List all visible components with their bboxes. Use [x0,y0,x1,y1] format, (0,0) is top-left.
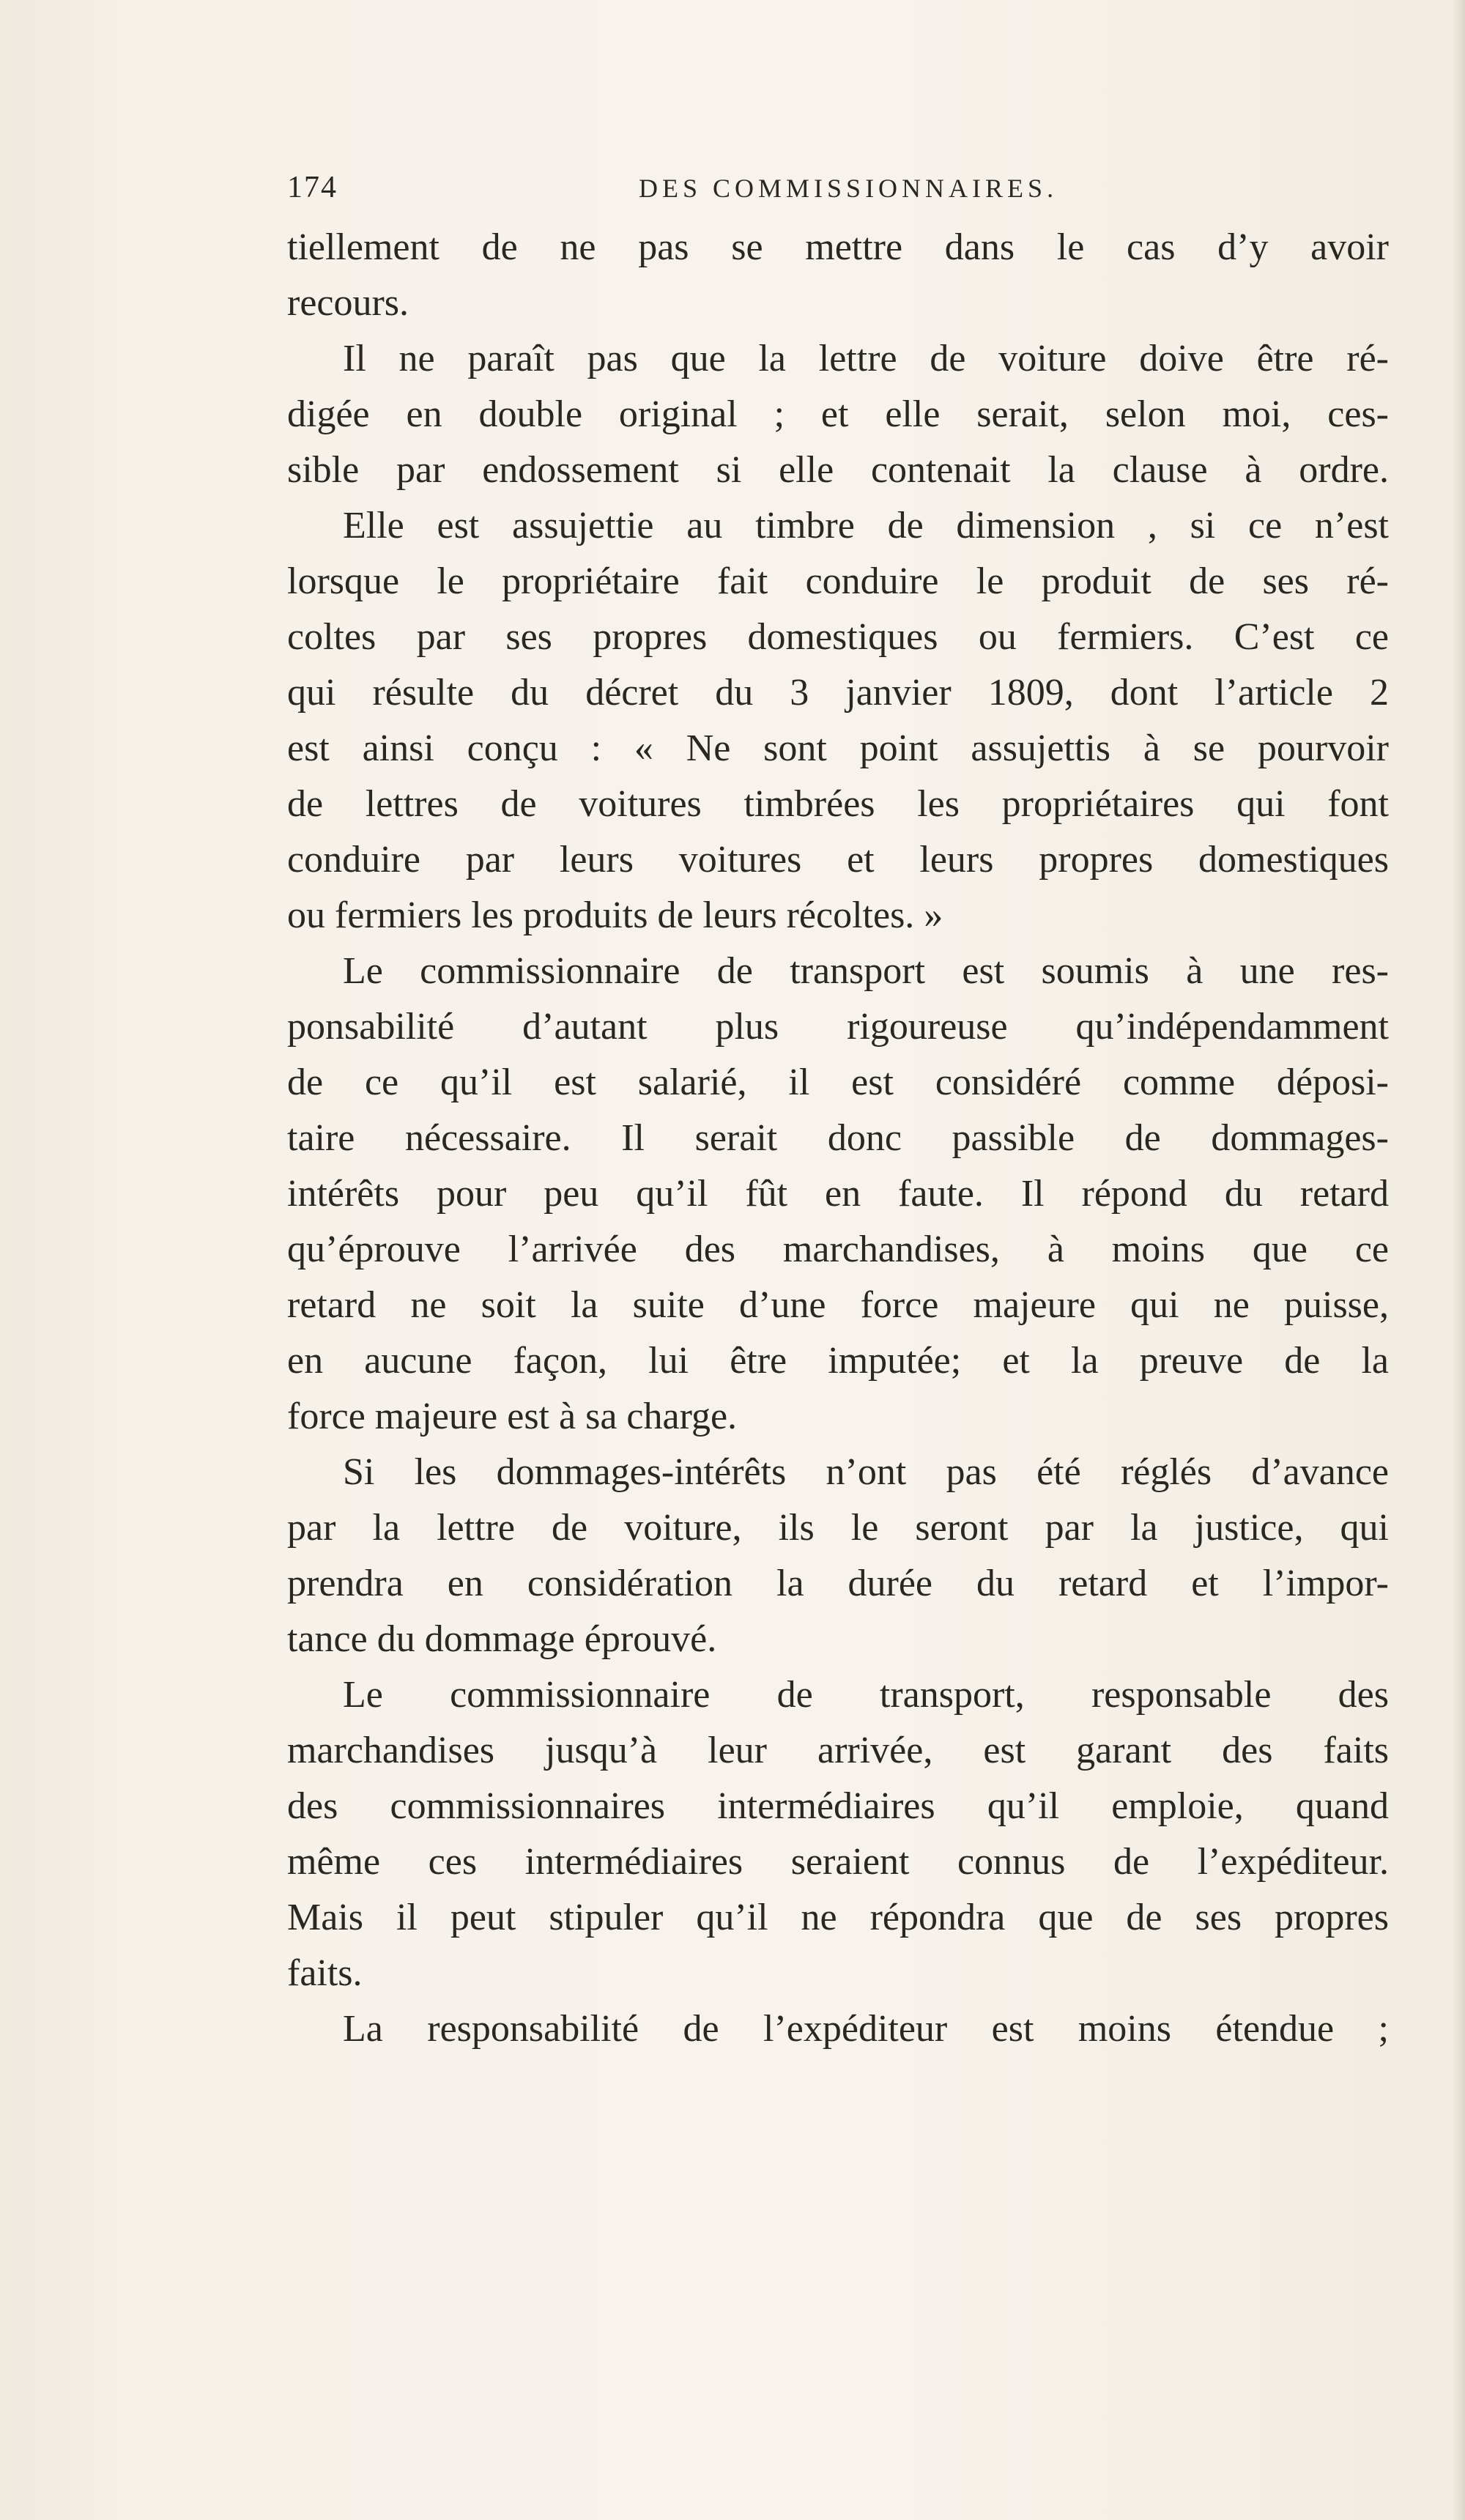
text-line: de ce qu’il est salarié, il est considéré comme déposi- [287,1061,1389,1103]
text-line: qu’éprouve l’arrivée des marchandises, à moins que ce [287,1228,1389,1270]
text-line: même ces intermédiaires seraient connus de l’expéditeur. [287,1841,1389,1883]
text-line: Le commissionnaire de transport, responsable des [343,1674,1389,1716]
text-line: de lettres de voitures timbrées les propriétaires qui font [287,783,1389,825]
text-line: tance du dommage éprouvé. [287,1618,717,1660]
text-line: Le commissionnaire de transport est soumis à une res- [343,950,1389,992]
running-title: DES COMMISSIONNAIRES. [639,174,1058,203]
text-line: La responsabilité de l’expéditeur est moins étendue ; [343,2008,1389,2050]
text-line: tiellement de ne pas se mettre dans le cas d’y avoir [287,226,1389,268]
text-line: Si les dommages-intérêts n’ont pas été réglés d’avance [343,1451,1389,1493]
text-line: Il ne paraît pas que la lettre de voiture doive être ré- [343,338,1389,379]
page-edge-shadow [1452,0,1465,2520]
text-line: par la lettre de voiture, ils le seront par la justice, qui [287,1507,1389,1549]
text-line: des commissionnaires intermédiaires qu’il emploie, quand [287,1785,1389,1827]
text-line: sible par endossement si elle contenait la clause à ordre. [287,449,1389,491]
page-header [287,170,1386,214]
text-line: retard ne soit la suite d’une force majeure qui ne puisse, [287,1284,1389,1326]
text-line: est ainsi conçu : « Ne sont point assujettis à se pourvoir [287,727,1389,769]
text-line: Elle est assujettie au timbre de dimension , si ce n’est [343,505,1389,546]
text-line: intérêts pour peu qu’il fût en faute. Il répond du retard [287,1173,1389,1215]
text-line: coltes par ses propres domestiques ou fermiers. C’est ce [287,616,1389,658]
text-line: force majeure est à sa charge. [287,1396,738,1437]
text-line: lorsque le propriétaire fait conduire le produit de ses ré- [287,560,1389,602]
text-line: en aucune façon, lui être imputée; et la preuve de la [287,1340,1389,1382]
text-line: Mais il peut stipuler qu’il ne répondra que de ses propres [287,1897,1389,1938]
text-line: recours. [287,282,409,324]
page-number: 174 [287,171,338,204]
text-line: faits. [287,1952,363,1994]
text-line: conduire par leurs voitures et leurs propres domestiques [287,839,1389,881]
text-line: marchandises jusqu’à leur arrivée, est garant des faits [287,1730,1389,1771]
text-line: taire nécessaire. Il serait donc passible de dommages- [287,1117,1389,1159]
text-line: ou fermiers les produits de leurs récoltes. » [287,894,943,936]
text-line: qui résulte du décret du 3 janvier 1809, dont l’article 2 [287,672,1389,714]
body-text [287,220,1389,2057]
text-line: digée en double original ; et elle serait, selon moi, ces- [287,393,1389,435]
text-line: ponsabilité d’autant plus rigoureuse qu’indépendamment [287,1006,1389,1048]
text-line: prendra en considération la durée du retard et l’impor- [287,1563,1389,1604]
